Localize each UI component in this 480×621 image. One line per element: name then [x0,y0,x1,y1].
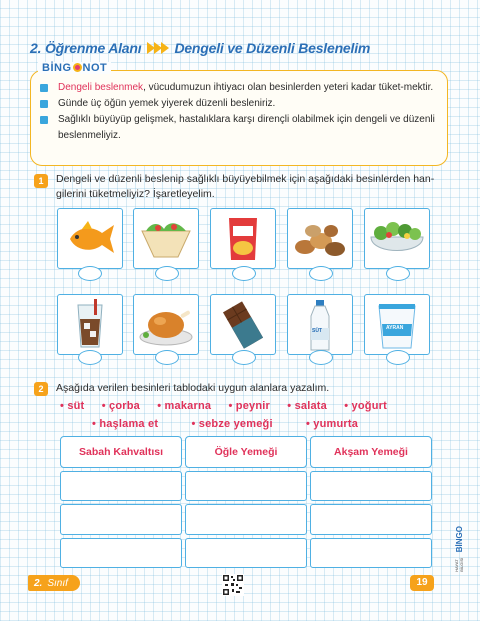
food-card-goldfish [57,208,123,269]
answer-oval[interactable] [309,266,333,281]
table-cell[interactable] [185,504,307,534]
meal-table [60,436,432,568]
chocolate-bar-icon [220,300,266,350]
table-cell[interactable] [185,471,307,501]
question-2-text: Aşağıda verilen besinleri tablodaki uygun alanlara yazalım. [56,382,330,394]
answer-oval[interactable] [78,266,102,281]
word-item: • haşlama et [92,418,158,430]
table-header-breakfast: Sabah Kahvaltısı [60,436,182,468]
roast-chicken-icon [136,303,196,347]
food-card-wrap [133,208,199,269]
word-item: • peynir [228,400,270,412]
question-number-badge: 1 [34,174,48,188]
iced-coffee-icon [72,299,108,351]
ayran-label: AYRAN [386,325,404,331]
word-list-row-1 [60,400,387,412]
milk-label: SÜT [312,328,322,334]
note-bullet: Dengeli beslenmek, vücudumuzun ihtiyacı olan besinlerden yeteri kadar tüket-mektir. [40,80,440,96]
answer-oval[interactable] [309,350,333,365]
qr-code-icon[interactable] [222,574,244,596]
learning-area-label: 2. Öğrenme Alanı [30,40,142,56]
answer-oval[interactable] [232,266,256,281]
food-card-ayran [364,294,430,355]
food-card-milk [287,294,353,355]
chevrons-icon [147,42,168,54]
food-card-chips [210,208,276,269]
answer-oval[interactable] [232,350,256,365]
table-header-lunch: Öğle Yemeği [185,436,307,468]
page-header [30,38,370,58]
table-cell[interactable] [310,504,432,534]
grade-word: Sınıf [47,577,68,589]
word-item: • yumurta [306,418,358,430]
grade-tab [28,575,80,591]
question-1-text: Dengeli ve düzenli beslenip sağlıklı büyüyebilmek için aşağıdaki besinlerden han-gilerini tüketmeliyiz? İşaretleyelim. [56,173,435,200]
table-cell[interactable] [60,538,182,568]
page-number: 19 [410,575,434,591]
answer-oval[interactable] [386,350,410,365]
word-item: • makarna [157,400,211,412]
chips-bag-icon [223,214,263,264]
table-cell[interactable] [310,471,432,501]
food-card-chocolate [210,294,276,355]
word-item: • sebze yemeği [191,418,272,430]
answer-oval[interactable] [78,350,102,365]
food-card-iced-coffee [57,294,123,355]
word-item: • çorba [102,400,140,412]
word-item: • süt [60,400,84,412]
note-bullet: Günde üç öğün yemek yiyerek düzenli besleniriz. [40,96,440,112]
answer-oval[interactable] [155,350,179,365]
mixed-nuts-icon [291,217,349,261]
table-cell[interactable] [310,538,432,568]
salad-bowl-icon [367,217,427,261]
word-list-row-2 [92,418,372,430]
side-brand [452,526,466,572]
note-bullet: Sağlıklı büyüyüp gelişmek, hastalıklara karşı dirençli olabilmek için dengeli ve düzenli beslenmeliyiz. [40,112,440,144]
word-item: • yoğurt [344,400,387,412]
question-number-badge: 2 [34,382,48,396]
note-bullets [40,80,440,144]
side-brand-logo: BİNGO [454,526,464,553]
food-card-salad [364,208,430,269]
page-title: Dengeli ve Düzenli Beslenelim [174,40,371,56]
table-cell[interactable] [60,471,182,501]
bingo-o-icon [73,63,82,72]
side-brand-subtitle: HAYAT BİLGİSİ [454,557,464,572]
table-cell[interactable] [60,504,182,534]
answer-oval[interactable] [155,266,179,281]
table-header-dinner: Akşam Yemeği [310,436,432,468]
food-card-chicken [133,294,199,355]
table-cell[interactable] [185,538,307,568]
word-item: • salata [287,400,327,412]
food-card-nuts [287,208,353,269]
milk-bottle-icon [305,298,335,352]
answer-oval[interactable] [386,266,410,281]
goldfish-icon [62,219,118,259]
bingo-note-title: BİNG NOT [38,62,111,74]
wrap-sandwich-icon [138,217,194,261]
grade-number: 2. [34,577,43,589]
